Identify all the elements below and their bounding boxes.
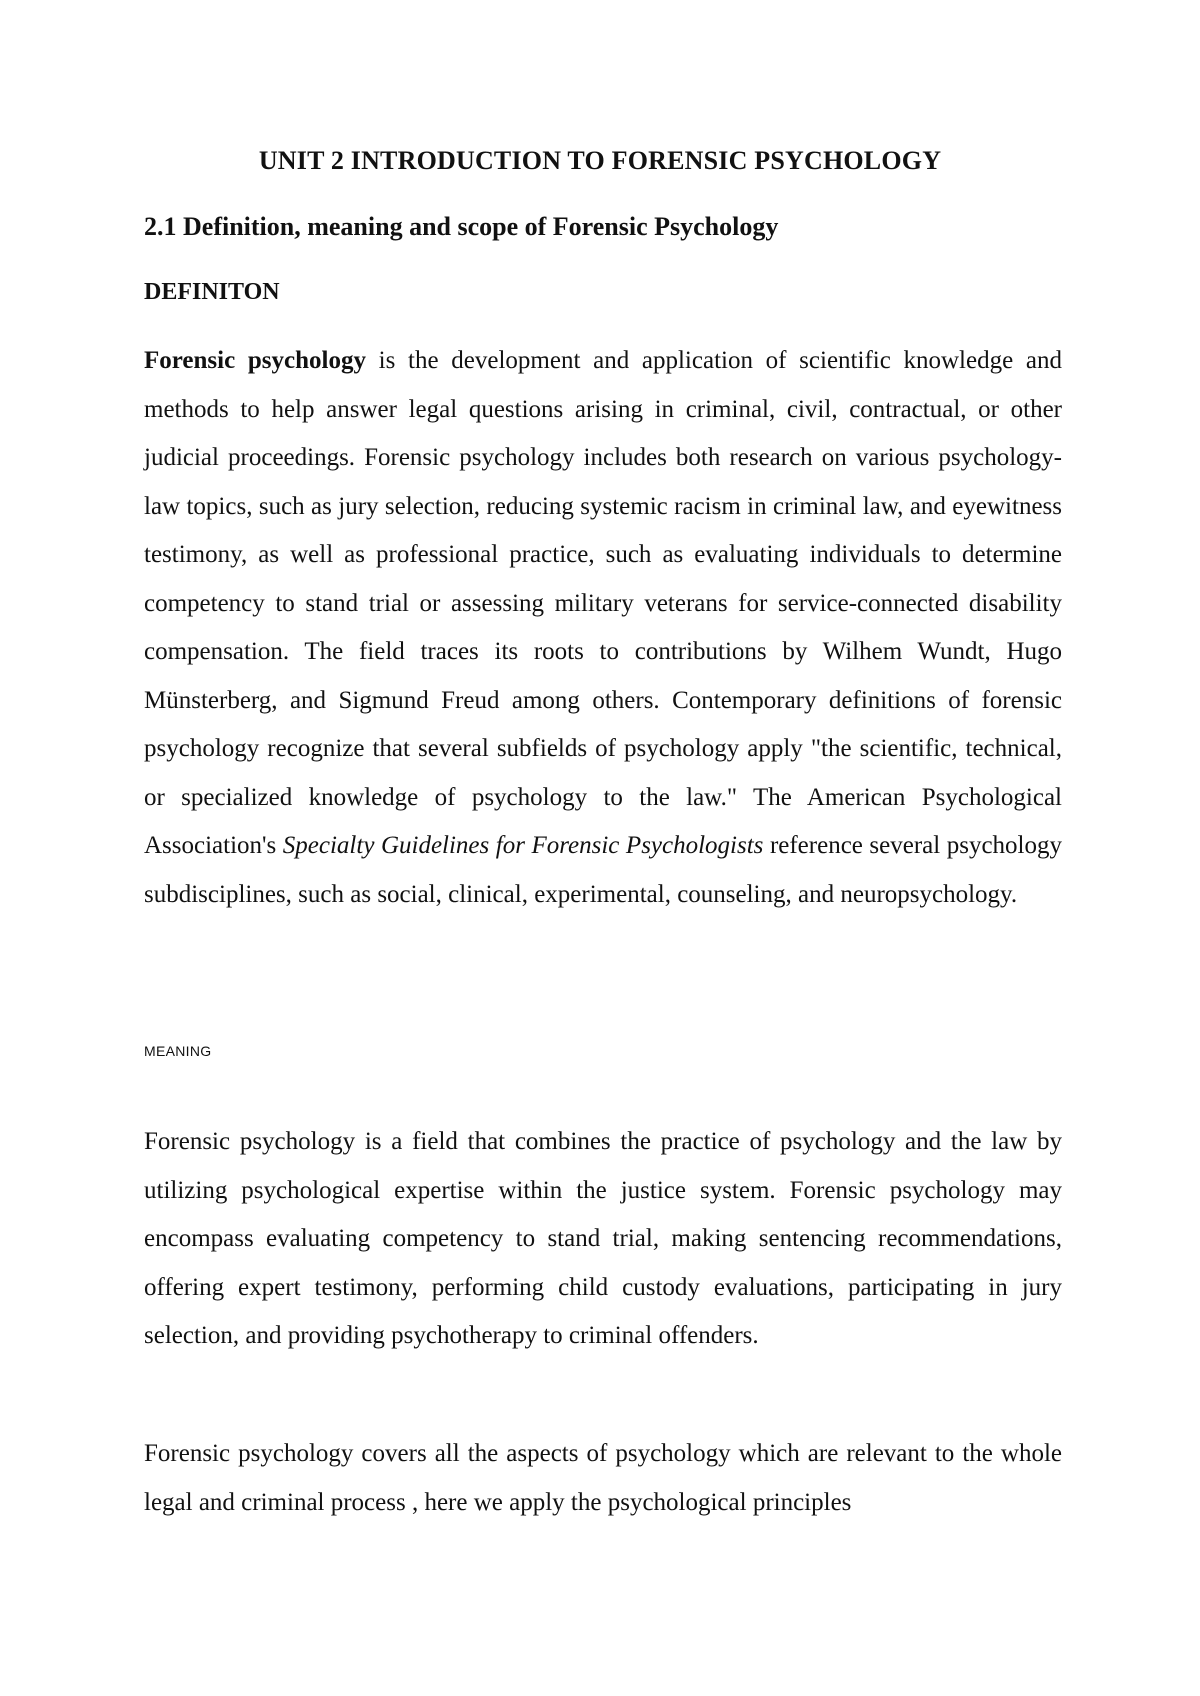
definition-text-part-2: reference several psychology subdisciplines, such as social, clinical, experimental, counseling, and neuropsychology. <box>144 832 1062 908</box>
section-heading: 2.1 Definition, meaning and scope of Forensic Psychology <box>144 212 779 241</box>
definition-paragraph <box>144 337 1062 919</box>
document-title: UNIT 2 INTRODUCTION TO FORENSIC PSYCHOLOGY <box>258 146 942 175</box>
definition-label: DEFINITON <box>144 279 280 305</box>
meaning-paragraph: Forensic psychology is a field that combines the practice of psychology and the law by utilizing psychological expertise within the justice system. Forensic psychology may encompass evaluating competency to stand trial, making sentencing recommendations, offering expert testimony, performing child custody evaluations, participating in jury selection, and providing psychotherapy to criminal offenders. <box>144 1128 1062 1349</box>
closing-paragraph: Forensic psychology covers all the aspects of psychology which are relevant to the whole legal and criminal process , here we apply the psychological principles <box>144 1440 1062 1516</box>
definition-text-part-1: is the development and application of scientific knowledge and methods to help answer legal questions arising in criminal, civil, contractual, or other judicial proceedings. Forensic psychology includes both research on various psychology-law topics, such as jury selection, reducing systemic racism in criminal law, and eyewitness testimony, as well as professional practice, such as evaluating individuals to determine competency to stand trial or assessing military veterans for service-connected disability compensation. The field traces its roots to contributions by Wilhem Wundt, Hugo Münsterberg, and Sigmund Freud among others. Contemporary definitions of forensic psychology recognize that several subfields of psychology apply "the scientific, technical, or specialized knowledge of psychology to the law." The American Psychological Association's <box>144 347 1062 859</box>
guidelines-title: Specialty Guidelines for Forensic Psychologists <box>282 832 764 859</box>
definition-lead-term: Forensic psychology <box>144 347 366 374</box>
meaning-label: MEANING <box>144 1043 212 1059</box>
